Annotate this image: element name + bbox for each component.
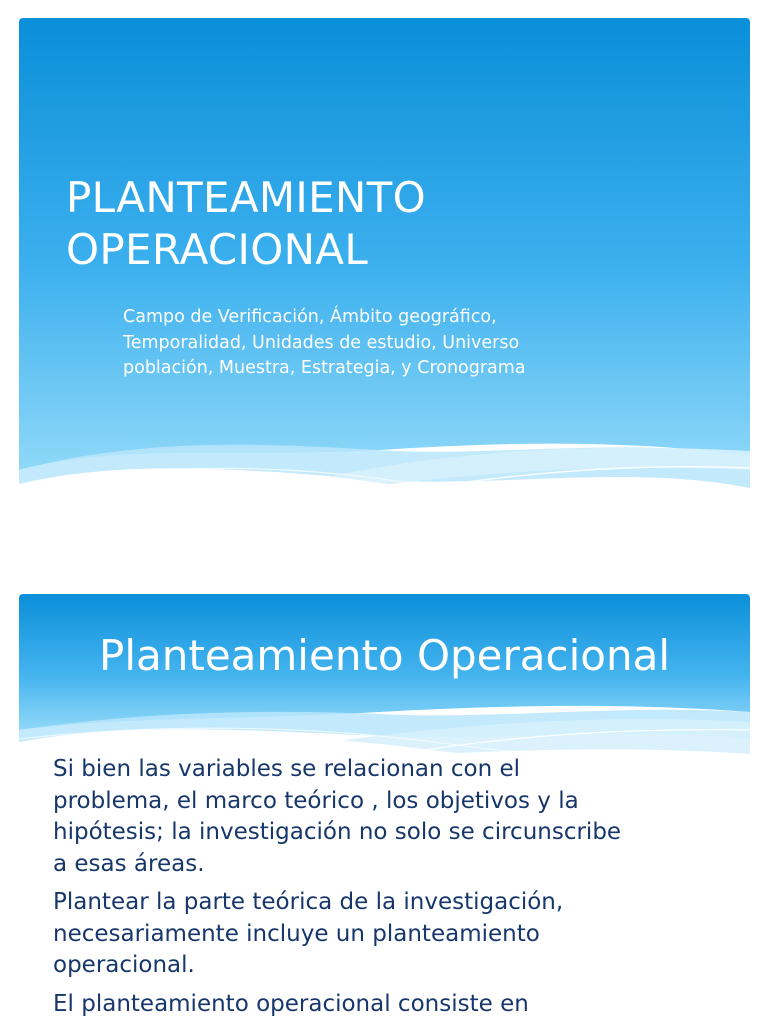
slide-background-waves — [19, 18, 750, 537]
slide-title — [19, 18, 750, 537]
paragraph-line: a esas áreas. — [53, 850, 205, 877]
slide-heading: Planteamiento Operacional — [99, 631, 670, 680]
paragraph-line: El planteamiento operacional consiste en — [53, 990, 529, 1017]
paragraph — [53, 887, 743, 982]
paragraph-line: Plantear la parte teórica de la investigación, — [53, 889, 564, 915]
title-line: PLANTEAMIENTO — [66, 173, 426, 222]
subtitle-line: Temporalidad, Unidades de estudio, Universo — [123, 332, 520, 353]
subtitle-line: Campo de Verificación, Ámbito geográfico, — [123, 307, 497, 327]
paragraph-line: problema, el marco teórico , los objetivos y la — [53, 787, 579, 814]
paragraph-line: Si bien las variables se relacionan con el — [53, 756, 521, 782]
slide-subtitle — [123, 305, 643, 382]
slide-body — [53, 754, 743, 1024]
subtitle-line: población, Muestra, Estrategia, y Cronograma — [123, 358, 526, 378]
paragraph-line: necesariamente incluye un planteamiento — [53, 920, 540, 947]
paragraph-line: hipótesis; la investigación no solo se circunscribe — [53, 819, 622, 845]
paragraph-line: operacional. — [53, 952, 195, 978]
paragraph — [53, 754, 743, 880]
slide-title-heading — [66, 172, 716, 276]
paragraph — [53, 989, 743, 1021]
slide-content — [19, 594, 750, 1024]
title-line: OPERACIONAL — [66, 225, 369, 274]
